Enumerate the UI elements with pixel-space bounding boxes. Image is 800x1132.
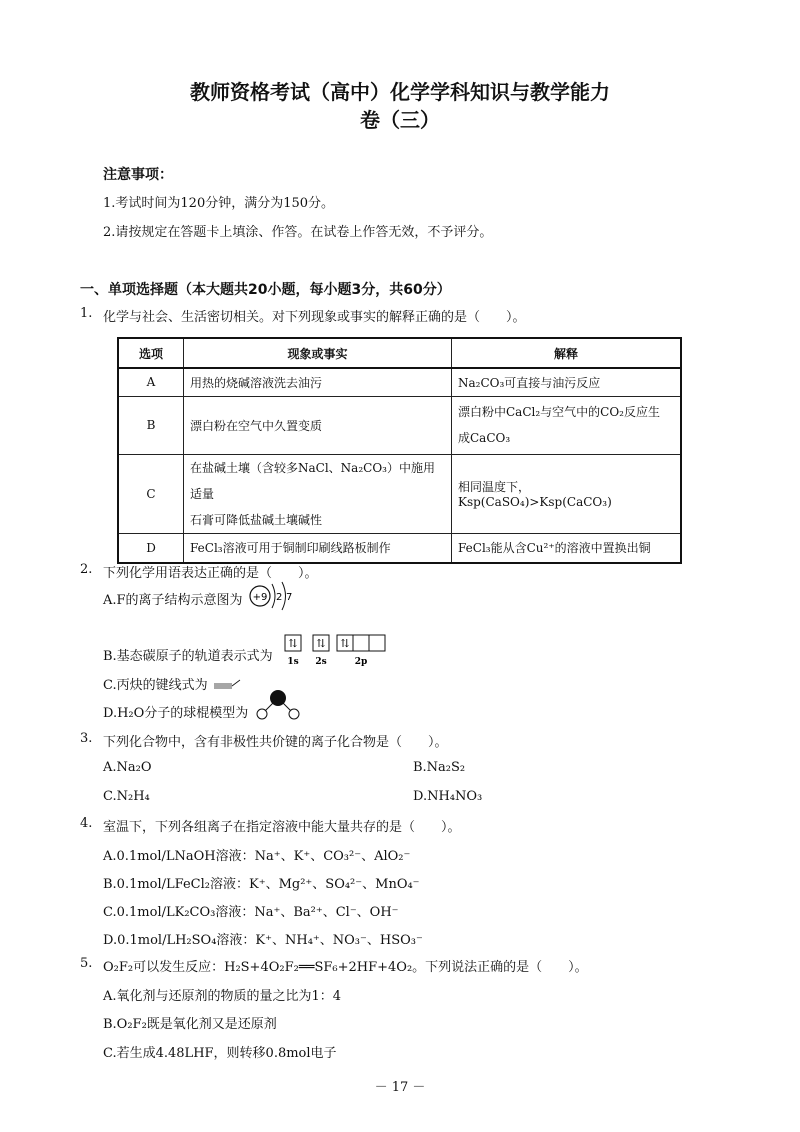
option-b: B.O₂F₂既是氧化剂又是还原剂 (103, 1017, 277, 1032)
table-cell (184, 454, 452, 533)
table-cell-line: 石膏可降低盐碱土壤碱性 (190, 512, 323, 527)
question-stem: 下列化合物中，含有非极性共价键的离子化合物是（ ）。 (103, 735, 448, 750)
option-a: A.0.1mol/LNaOH溶液：Na⁺、K⁺、CO₃²⁻、AlO₂⁻ (103, 849, 411, 864)
option-a: A.F的离子结构示意图为 (103, 593, 243, 608)
option-c: C.若生成4.48LHF，则转移0.8mol电子 (103, 1046, 337, 1061)
shell-label: 7 (286, 592, 293, 603)
question-stem: 化学与社会、生活密切相关。对下列现象或事实的解释正确的是（ ）。 (103, 310, 526, 325)
option-b: B.基态碳原子的轨道表示式为 (103, 649, 273, 664)
page-number: － 17 － (374, 1080, 426, 1095)
nucleus-label: +9 (252, 592, 268, 603)
table-row (118, 454, 681, 533)
shell-label: 2 (276, 592, 283, 603)
notice-heading: 注意事项： (103, 167, 173, 183)
table-cell: 相同温度下，Ksp(CaSO₄)>Ksp(CaCO₃) (452, 454, 682, 533)
table-header: 选项 (118, 338, 184, 368)
exam-subtitle: 卷（三） (360, 108, 440, 132)
table-cell: D (118, 533, 184, 563)
table-cell: Na₂CO₃可直接与油污反应 (452, 368, 682, 396)
table-header: 解释 (452, 338, 682, 368)
table-cell: FeCl₃能从含Cu²⁺的溶液中置换出铜 (452, 533, 682, 563)
orbital-label: 2s (315, 657, 327, 667)
question-number: 1. (80, 306, 93, 321)
table-cell: B (118, 396, 184, 454)
table-cell-line: 漂白粉中CaCl₂与空气中的CO₂反应生 (458, 405, 660, 419)
table-cell: C (118, 454, 184, 533)
option-c: C.N₂H₄ (103, 789, 150, 804)
table-cell-line: 在盐碱土壤（含较多NaCl、Na₂CO₃）中施用适量 (190, 460, 435, 501)
bond-line-diagram (212, 674, 242, 690)
table-cell: 漂白粉在空气中久置变质 (184, 396, 452, 454)
exam-title: 教师资格考试（高中）化学学科知识与教学能力 (190, 80, 610, 104)
option-d: D.0.1mol/LH₂SO₄溶液：K⁺、NH₄⁺、NO₃⁻、HSO₃⁻ (103, 933, 423, 948)
notice-item-2: 2.请按规定在答题卡上填涂、作答。在试卷上作答无效，不予评分。 (103, 225, 493, 240)
question-stem: O₂F₂可以发生反应：H₂S+4O₂F₂══SF₆+2HF+4O₂。下列说法正确的是（ ）。 (103, 960, 588, 975)
q1-table (117, 337, 682, 564)
table-row (118, 533, 681, 563)
option-a: A.Na₂O (103, 760, 152, 775)
svg-text:⇅: ⇅ (316, 637, 326, 650)
question-number: 4. (80, 816, 93, 831)
option-b: B.Na₂S₂ (413, 760, 466, 775)
svg-text:⇅: ⇅ (288, 637, 298, 650)
question-stem: 下列化学用语表达正确的是（ ）。 (103, 566, 318, 581)
option-d: D.H₂O分子的球棍模型为 (103, 706, 249, 721)
table-row (118, 368, 681, 396)
orbital-diagram (284, 634, 394, 668)
orbital-label: 1s (287, 657, 299, 667)
option-c: C.丙炔的键线式为 (103, 678, 208, 693)
notice-item-1: 1.考试时间为120分钟，满分为150分。 (103, 196, 335, 211)
question-number: 3. (80, 731, 93, 746)
orbital-label: 2p (354, 657, 368, 667)
table-cell: 用热的烧碱溶液洗去油污 (184, 368, 452, 396)
table-header: 现象或事实 (184, 338, 452, 368)
ion-structure-diagram (248, 578, 296, 614)
question-stem: 室温下，下列各组离子在指定溶液中能大量共存的是（ ）。 (103, 820, 461, 835)
option-d: D.NH₄NO₃ (413, 789, 483, 804)
table-cell: A (118, 368, 184, 396)
svg-text:⇅: ⇅ (340, 637, 350, 650)
option-c: C.0.1mol/LK₂CO₃溶液：Na⁺、Ba²⁺、Cl⁻、OH⁻ (103, 905, 399, 920)
question-number: 5. (80, 956, 93, 971)
table-row (118, 396, 681, 454)
question-number: 2. (80, 562, 93, 577)
table-cell (452, 396, 682, 454)
ball-stick-model (254, 688, 304, 722)
option-b: B.0.1mol/LFeCl₂溶液：K⁺、Mg²⁺、SO₄²⁻、MnO₄⁻ (103, 877, 420, 892)
table-cell-line: 成CaCO₃ (458, 431, 511, 445)
table-cell: FeCl₃溶液可用于铜制印刷线路板制作 (184, 533, 452, 563)
table-header-row (118, 338, 681, 368)
option-a: A.氧化剂与还原剂的物质的量之比为1：4 (103, 989, 342, 1004)
section-heading: 一、单项选择题（本大题共20小题，每小题3分，共60分） (80, 282, 451, 298)
